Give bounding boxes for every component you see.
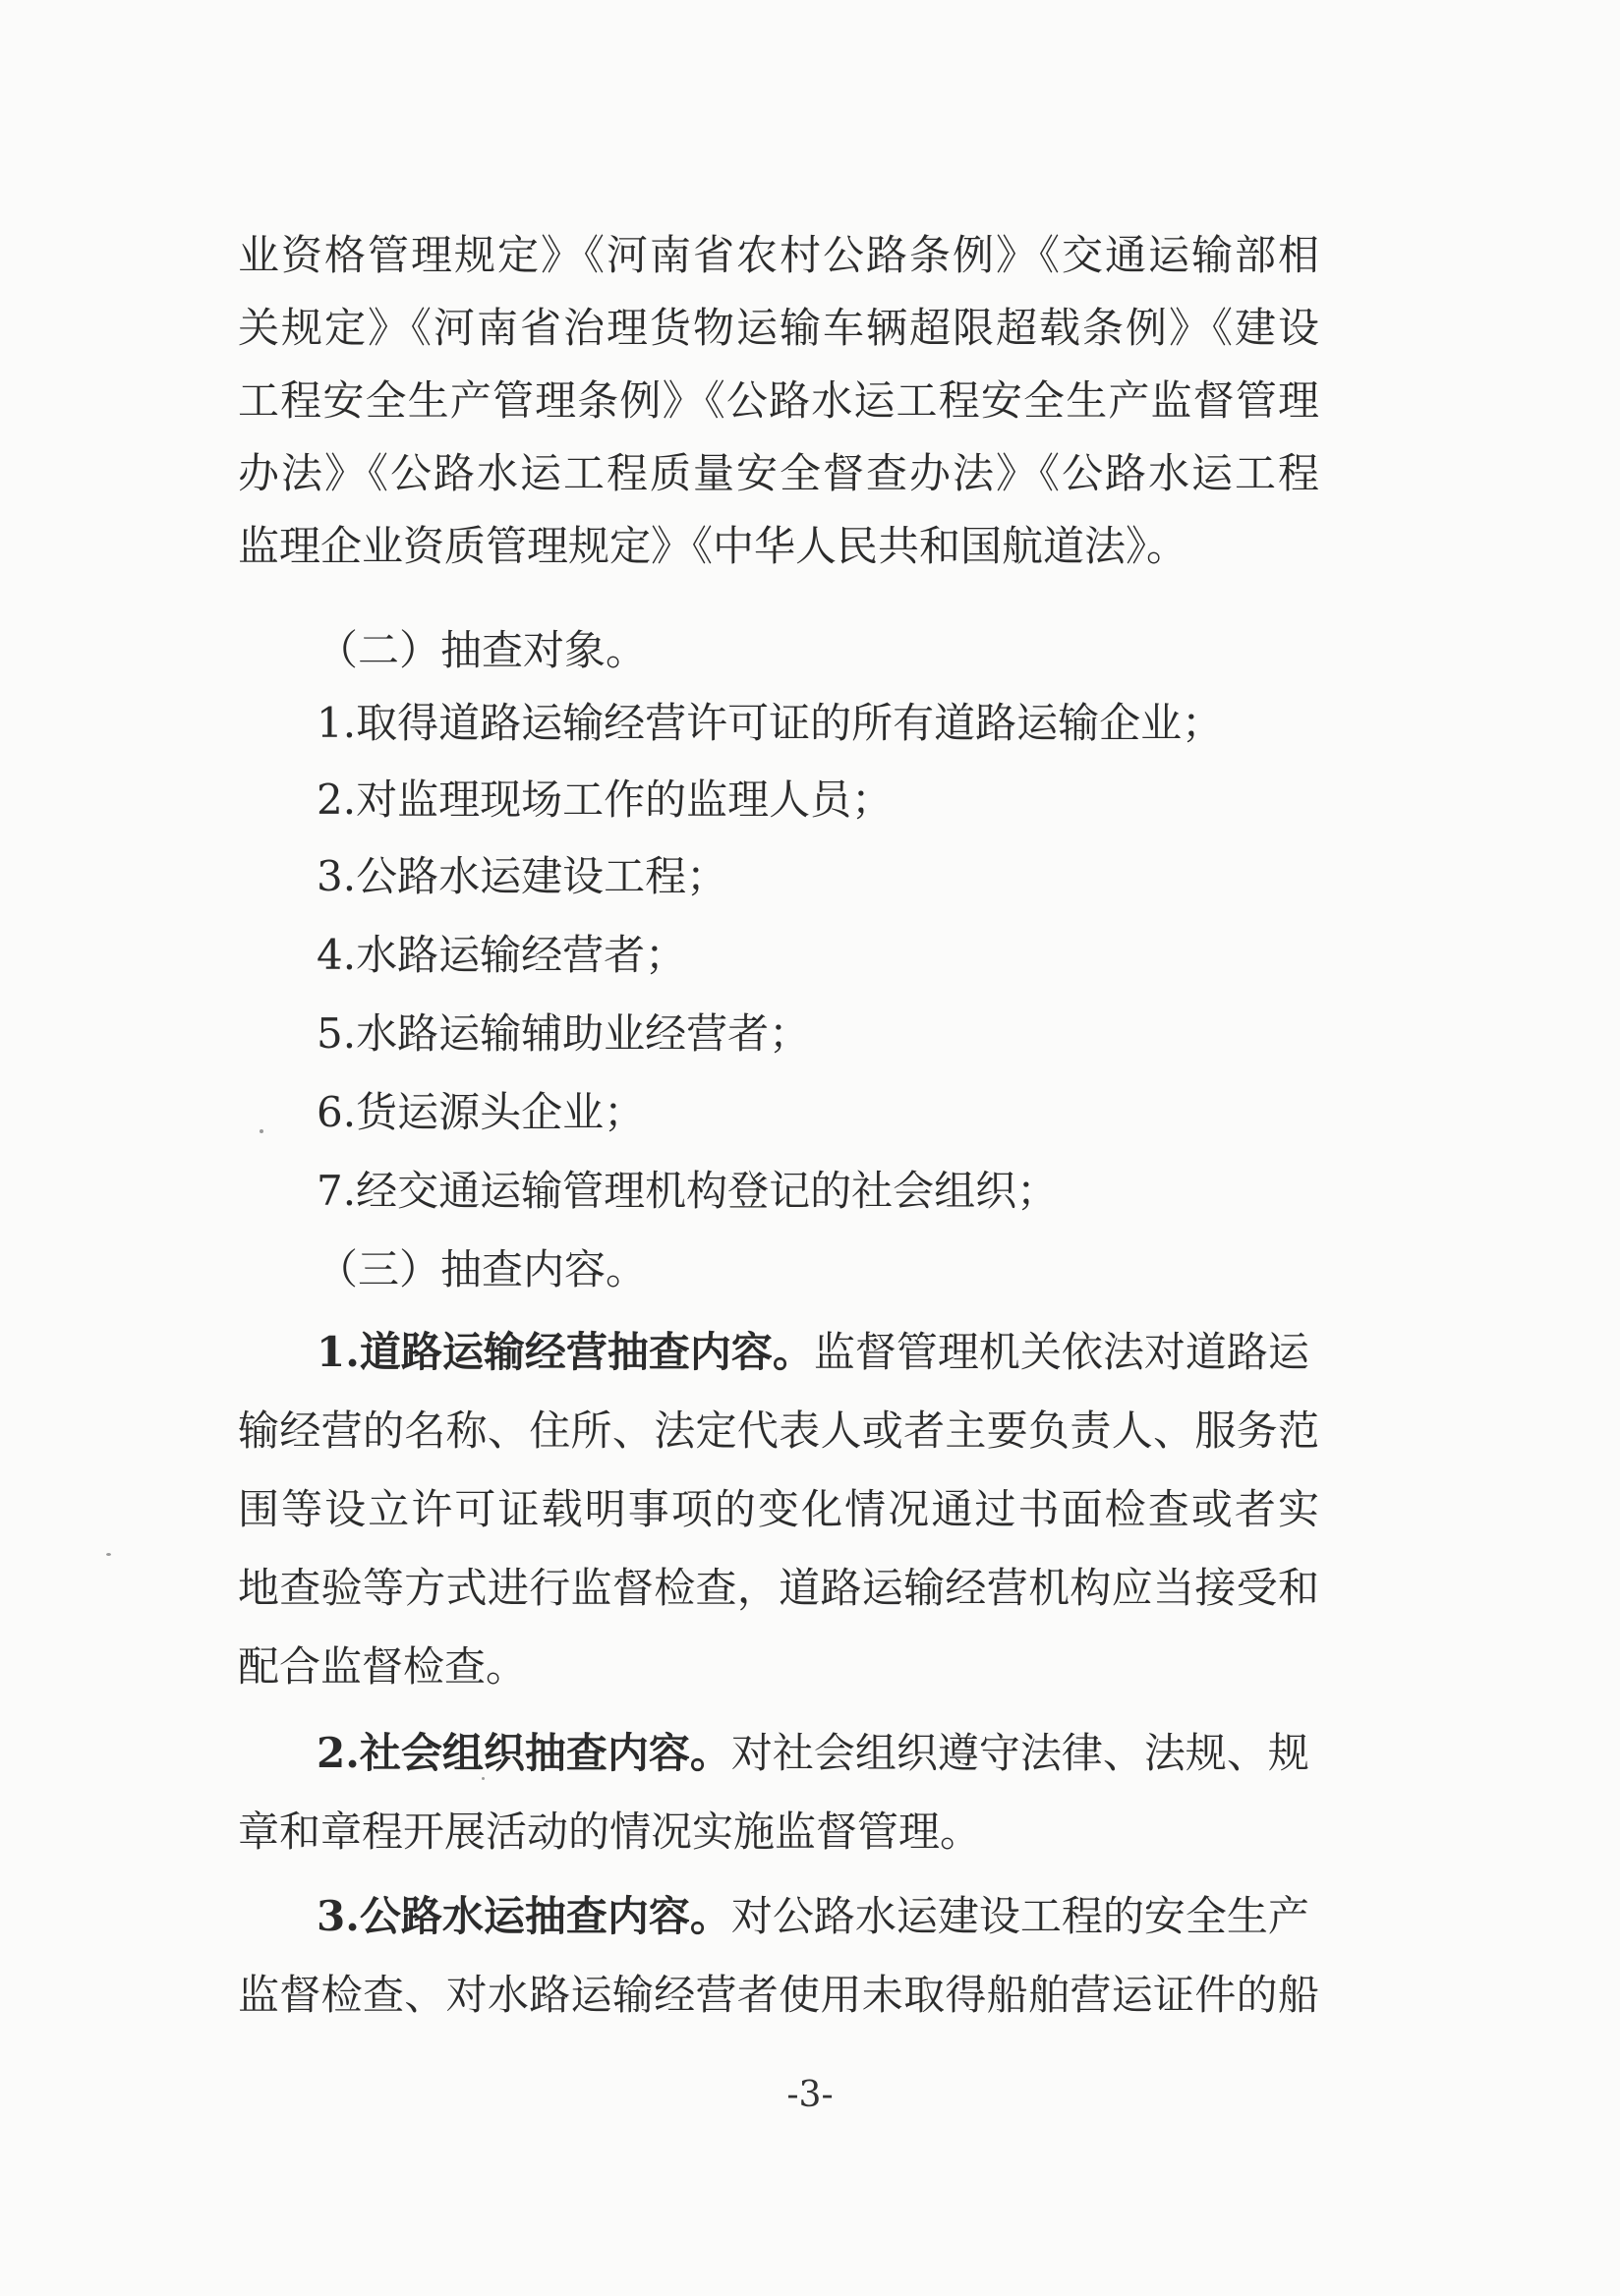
list-item: 7.经交通运输管理机构登记的社会组织； [317,1167,1059,1215]
page-number: -3- [786,2075,834,2115]
text-line: 监督检查、对水路运输经营者使用未取得船舶营运证件的船 [238,1971,1319,2019]
paragraph-lead: 3.公路水运抽查内容。 [317,1892,731,1940]
text-line: 章和章程开展活动的情况实施监督管理。 [238,1808,982,1856]
text-line: 配合监督检查。 [238,1642,528,1691]
section-heading: （三）抽查内容。 [317,1245,648,1293]
scan-speck [482,1777,485,1780]
section-heading: （二）抽查对象。 [317,626,648,674]
text-line: 工程安全生产管理条例》《公路水运工程安全生产监督管理 [238,376,1319,425]
list-item: 3.公路水运建设工程； [317,852,728,900]
paragraph-text: 对社会组织遵守法律、法规、规 [730,1729,1309,1777]
paragraph-text: 对公路水运建设工程的安全生产 [730,1892,1309,1940]
text-line: 地查验等方式进行监督检查，道路运输经营机构应当接受和 [238,1564,1319,1612]
paragraph-first-line [317,1325,1319,1380]
text-line: 监理企业资质管理规定》《中华人民共和国航道法》。 [238,522,1188,570]
list-item: 2.对监理现场工作的监理人员； [317,775,894,824]
list-item: 1.取得道路运输经营许可证的所有道路运输企业； [317,699,1224,747]
list-item: 6.货运源头企业； [317,1088,646,1136]
scan-speck [106,1553,111,1556]
paragraph-lead: 1.道路运输经营抽查内容。 [317,1328,814,1376]
paragraph-lead: 2.社会组织抽查内容。 [317,1729,731,1777]
text-line: 办法》《公路水运工程质量安全督查办法》《公路水运工程 [238,449,1319,497]
text-line: 关规定》《河南省治理货物运输车辆超限超载条例》《建设 [238,304,1319,352]
text-line: 业资格管理规定》《河南省农村公路条例》《交通运输部相 [238,231,1319,279]
paragraph-text: 监督管理机关依法对道路运 [813,1328,1309,1376]
paragraph-first-line [317,1726,1319,1781]
paragraph-first-line [317,1889,1319,1944]
text-line: 围等设立许可证载明事项的变化情况通过书面检查或者实 [238,1485,1319,1533]
scan-speck [260,1129,263,1133]
text-line: 输经营的名称、住所、法定代表人或者主要负责人、服务范 [238,1406,1319,1455]
list-item: 5.水路运输辅助业经营者； [317,1009,811,1058]
list-item: 4.水路运输经营者； [317,931,687,979]
